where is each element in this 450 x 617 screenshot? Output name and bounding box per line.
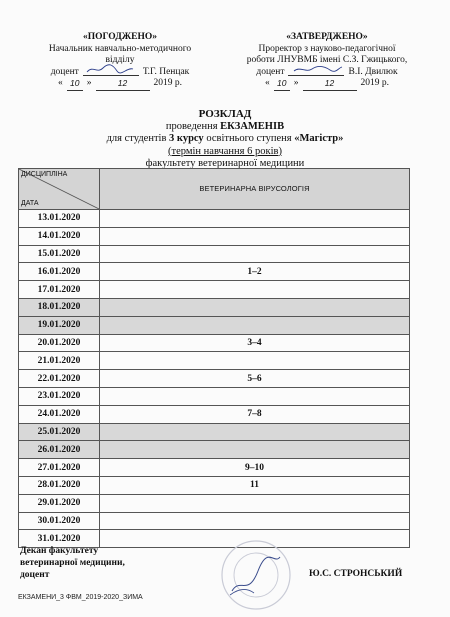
date-cell: 15.01.2020	[19, 245, 100, 263]
table-row	[19, 245, 410, 263]
file-name-label: ЕКЗАМЕНИ_3 ФВМ_2019-2020_ЗИМА	[18, 594, 143, 601]
table-row	[19, 316, 410, 334]
faculty-stamp-icon	[218, 537, 294, 613]
table-row	[19, 423, 410, 441]
dean-signature-block	[20, 545, 125, 581]
date-cell: 31.01.2020	[19, 530, 100, 548]
date-cell: 13.01.2020	[19, 210, 100, 228]
date-cell: 21.01.2020	[19, 352, 100, 370]
exam-slot-cell	[100, 298, 410, 316]
table-row	[19, 263, 410, 281]
table-header-row	[19, 169, 410, 210]
approved-position-line2: роботи ЛНУВМБ імені С.З. Гжицького,	[246, 55, 408, 65]
table-row	[19, 512, 410, 530]
date-cell: 18.01.2020	[19, 298, 100, 316]
table-row	[19, 459, 410, 477]
agreed-signature-line	[20, 67, 220, 79]
approved-signature-line	[222, 67, 432, 79]
date-cell: 14.01.2020	[19, 227, 100, 245]
date-cell: 19.01.2020	[19, 316, 100, 334]
header-date-label: ДАТА	[21, 200, 39, 207]
subject-name: ВЕТЕРИНАРНА ВІРУСОЛОГІЯ	[199, 184, 310, 193]
agreed-role: доцент	[50, 66, 79, 77]
agreed-position-line2: відділу	[105, 55, 135, 65]
exam-slot-cell	[100, 423, 410, 441]
date-cell: 24.01.2020	[19, 405, 100, 423]
exam-slot-cell	[100, 245, 410, 263]
agreed-name: Т.Г. Пенцак	[142, 66, 190, 77]
exam-slot-cell	[100, 441, 410, 459]
date-cell: 30.01.2020	[19, 512, 100, 530]
approved-month: 12	[303, 78, 357, 91]
approved-role: доцент	[256, 66, 285, 77]
dean-name: Ю.С. СТРОНСЬКИЙ	[309, 569, 403, 579]
table-row	[19, 334, 410, 352]
approved-heading: «ЗАТВЕРДЖЕНО»	[286, 32, 368, 42]
exam-slot-cell: 9–10	[100, 459, 410, 477]
exam-slot-cell: 1–2	[100, 263, 410, 281]
table-row	[19, 476, 410, 494]
agreed-year: 2019 р.	[153, 78, 182, 88]
exam-slot-cell	[100, 227, 410, 245]
exam-schedule-table	[18, 168, 410, 548]
signature-scribble-icon	[83, 63, 139, 75]
table-row	[19, 370, 410, 388]
date-cell: 28.01.2020	[19, 476, 100, 494]
date-cell: 23.01.2020	[19, 387, 100, 405]
approved-position-line1: Проректор з науково-педагогічної	[258, 43, 396, 54]
approved-signature	[288, 67, 344, 76]
date-cell: 16.01.2020	[19, 263, 100, 281]
approved-year: 2019 р.	[360, 78, 389, 88]
approval-block-agreed	[20, 32, 220, 91]
study-term: (термін навчання 6 років)	[168, 145, 282, 157]
date-cell: 17.01.2020	[19, 281, 100, 299]
header-corner-cell	[19, 169, 100, 210]
date-cell: 25.01.2020	[19, 423, 100, 441]
exam-slot-cell	[100, 316, 410, 334]
approved-name: В.І. Двилюк	[348, 66, 398, 77]
exam-slot-cell	[100, 352, 410, 370]
header-subject-cell	[100, 169, 410, 210]
exam-slot-cell: 3–4	[100, 334, 410, 352]
date-cell: 22.01.2020	[19, 370, 100, 388]
agreed-month: 12	[96, 78, 150, 91]
table-row	[19, 352, 410, 370]
schedule-title: РОЗКЛАД	[198, 108, 252, 120]
table-row	[19, 298, 410, 316]
exam-slot-cell: 5–6	[100, 370, 410, 388]
exam-slot-cell	[100, 494, 410, 512]
table-row	[19, 387, 410, 405]
approved-day: 10	[274, 78, 290, 91]
schedule-subtitle: проведення ЕКЗАМЕНІВ	[165, 120, 285, 132]
agreed-heading: «ПОГОДЖЕНО»	[82, 32, 158, 42]
agreed-position-line1: Начальник навчально-методичного	[48, 43, 192, 54]
agreed-day: 10	[67, 78, 83, 91]
schedule-audience: для студентів 3 курсу освітнього ступеня «Магістр»	[106, 133, 344, 144]
exam-slot-cell: 11	[100, 476, 410, 494]
date-cell: 27.01.2020	[19, 459, 100, 477]
approval-block-approved	[222, 32, 432, 91]
dean-line2: ветеринарної медицини,	[20, 558, 125, 568]
table-row	[19, 281, 410, 299]
agreed-date-line: « 10 » 12 2019 р.	[20, 78, 220, 91]
date-cell: 26.01.2020	[19, 441, 100, 459]
date-cell: 29.01.2020	[19, 494, 100, 512]
table-row	[19, 441, 410, 459]
exam-slot-cell	[100, 281, 410, 299]
signature-scribble-icon	[288, 63, 344, 75]
dean-line3: доцент	[20, 570, 50, 580]
date-cell: 20.01.2020	[19, 334, 100, 352]
exam-slot-cell: 7–8	[100, 405, 410, 423]
header-discipline-label: ДИСЦИПЛІНА	[21, 171, 68, 178]
approved-date-line: « 10 » 12 2019 р.	[222, 78, 432, 91]
exam-slot-cell	[100, 512, 410, 530]
table-row	[19, 405, 410, 423]
exam-slot-cell	[100, 210, 410, 228]
exam-slot-cell	[100, 387, 410, 405]
faculty-name: факультету ветеринарної медицини	[145, 158, 305, 169]
table-row	[19, 494, 410, 512]
schedule-title-block	[0, 108, 450, 171]
table-row	[19, 227, 410, 245]
agreed-signature	[83, 67, 139, 76]
table-row	[19, 210, 410, 228]
dean-line1: Декан факультету	[20, 546, 99, 556]
